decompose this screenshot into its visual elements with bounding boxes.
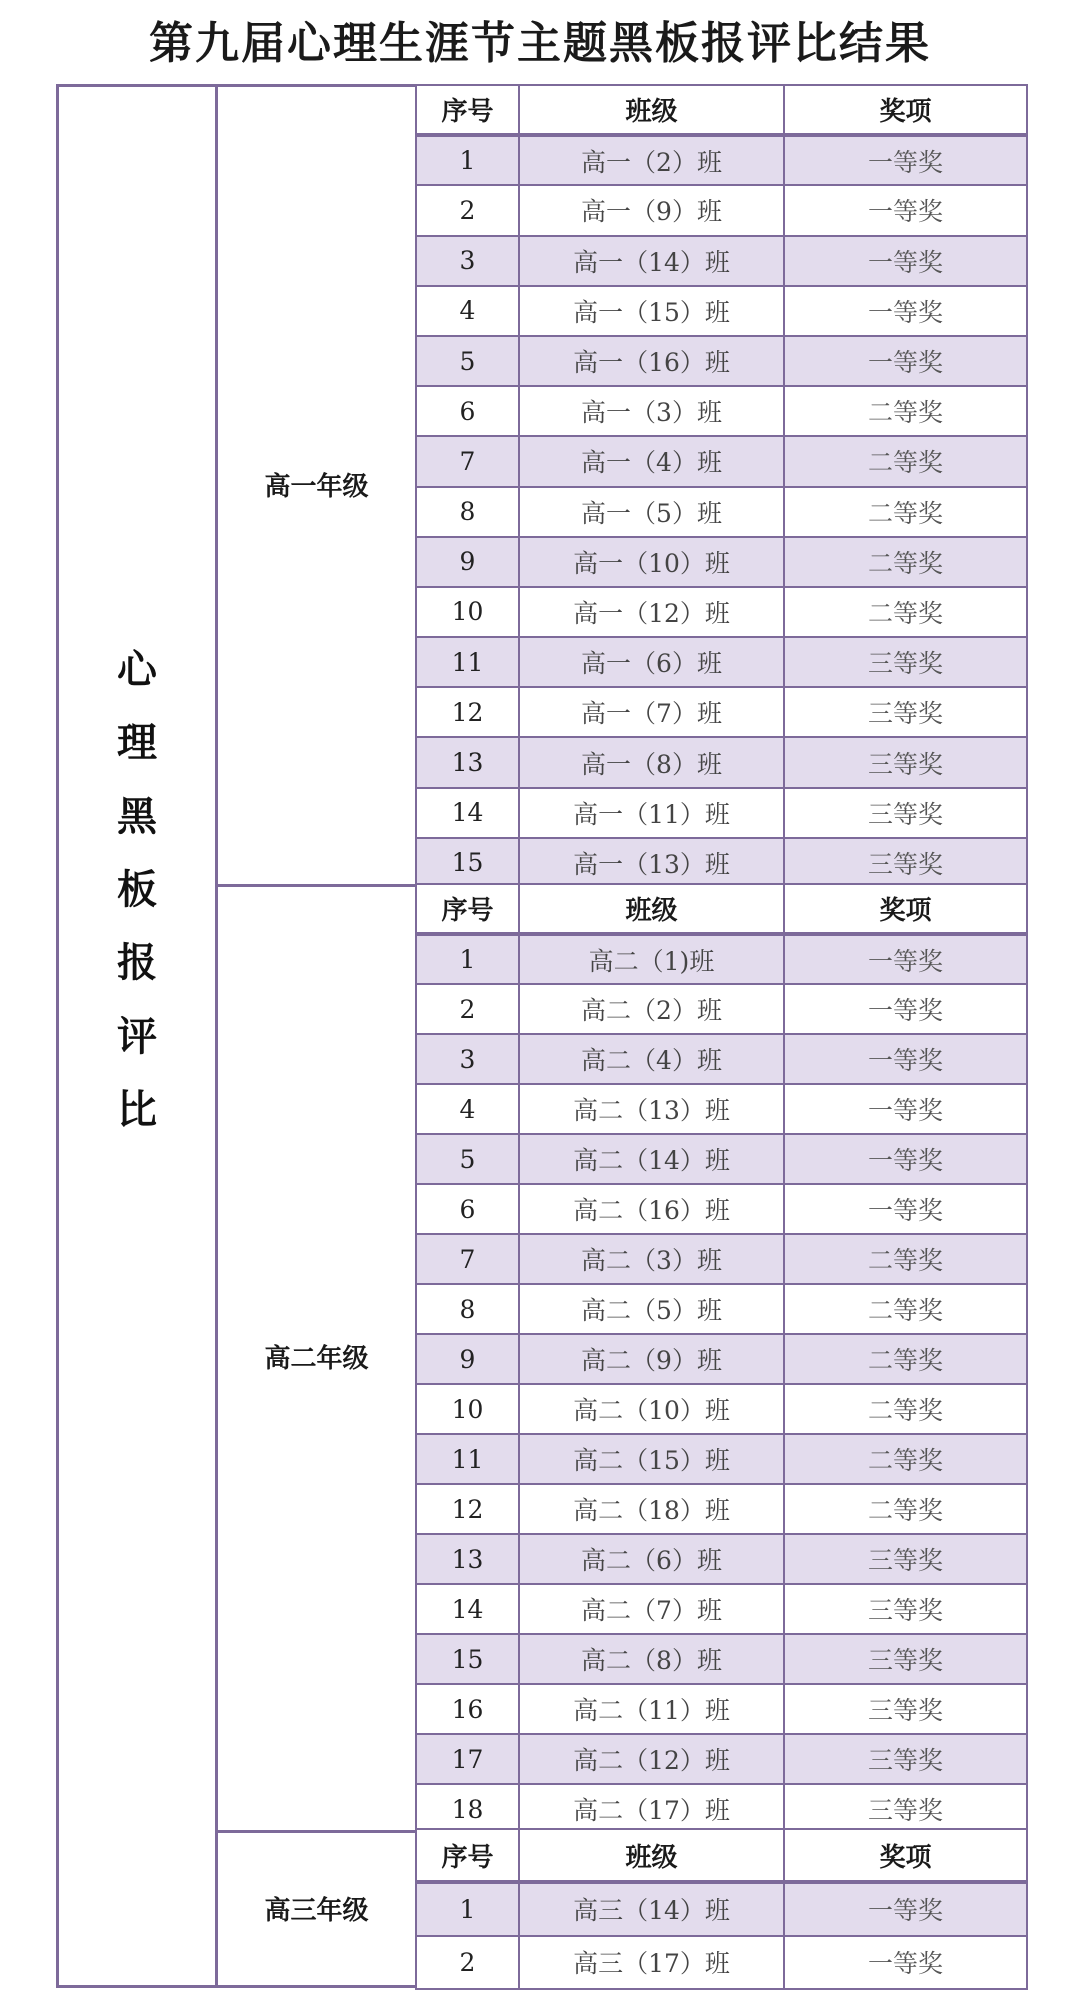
row-number: 6 (416, 1184, 519, 1234)
table-row (416, 587, 1027, 637)
row-number: 1 (416, 934, 519, 984)
row-class: 高二（4）班 (519, 1034, 784, 1084)
table-row (416, 1684, 1027, 1734)
grade-results-table (415, 84, 1028, 889)
row-class: 高二（5）班 (519, 1284, 784, 1334)
row-class: 高一（16）班 (519, 336, 784, 386)
row-class: 高二（11）班 (519, 1684, 784, 1734)
row-class: 高二（3）班 (519, 1234, 784, 1284)
row-award: 一等奖 (784, 336, 1027, 386)
row-award: 一等奖 (784, 984, 1027, 1034)
table-row (416, 135, 1027, 185)
row-number: 3 (416, 236, 519, 286)
table-header-row (416, 85, 1027, 135)
row-class: 高一（10）班 (519, 537, 784, 587)
header-no: 序号 (416, 85, 519, 135)
row-award: 一等奖 (784, 1084, 1027, 1134)
page-title: 第九届心理生涯节主题黑板报评比结果 (149, 18, 931, 69)
row-number: 9 (416, 1334, 519, 1384)
row-number: 3 (416, 1034, 519, 1084)
row-class: 高二（10）班 (519, 1384, 784, 1434)
row-award: 三等奖 (784, 637, 1027, 687)
table-row (416, 1084, 1027, 1134)
table-row (416, 185, 1027, 235)
table-row (416, 1384, 1027, 1434)
grade-label: 高三年级 (264, 1895, 369, 1926)
table-row (416, 1134, 1027, 1184)
row-class: 高二（1)班 (519, 934, 784, 984)
table-row (416, 236, 1027, 286)
table-row (416, 1284, 1027, 1334)
table-row (416, 386, 1027, 436)
row-class: 高二（14）班 (519, 1134, 784, 1184)
row-award: 二等奖 (784, 1384, 1027, 1434)
row-award: 二等奖 (784, 436, 1027, 486)
row-award: 一等奖 (784, 934, 1027, 984)
table-row (416, 286, 1027, 336)
row-number: 14 (416, 1584, 519, 1634)
row-class: 高二（8）班 (519, 1634, 784, 1684)
row-number: 10 (416, 1384, 519, 1434)
row-number: 6 (416, 386, 519, 436)
row-award: 二等奖 (784, 487, 1027, 537)
table-row (416, 788, 1027, 838)
row-award: 一等奖 (784, 236, 1027, 286)
row-class: 高一（3）班 (519, 386, 784, 436)
header-award: 奖项 (784, 884, 1027, 934)
side-title-char: 评 (117, 1012, 157, 1060)
row-award: 一等奖 (784, 1184, 1027, 1234)
row-class: 高一（6）班 (519, 637, 784, 687)
row-number: 5 (416, 336, 519, 386)
table-header-row (416, 884, 1027, 934)
row-award: 三等奖 (784, 1684, 1027, 1734)
row-number: 13 (416, 1534, 519, 1584)
row-award: 一等奖 (784, 1936, 1027, 1989)
row-number: 4 (416, 286, 519, 336)
row-award: 三等奖 (784, 687, 1027, 737)
table-row (416, 1434, 1027, 1484)
side-title-char: 比 (117, 1085, 157, 1133)
row-number: 12 (416, 687, 519, 737)
row-number: 1 (416, 135, 519, 185)
row-award: 二等奖 (784, 1334, 1027, 1384)
row-number: 2 (416, 984, 519, 1034)
row-award: 一等奖 (784, 286, 1027, 336)
row-award: 一等奖 (784, 185, 1027, 235)
row-number: 16 (416, 1684, 519, 1734)
row-class: 高二（13）班 (519, 1084, 784, 1134)
row-award: 三等奖 (784, 838, 1027, 888)
row-award: 一等奖 (784, 1034, 1027, 1084)
row-number: 4 (416, 1084, 519, 1134)
row-award: 一等奖 (784, 1134, 1027, 1184)
row-number: 9 (416, 537, 519, 587)
row-class: 高一（11）班 (519, 788, 784, 838)
row-award: 二等奖 (784, 587, 1027, 637)
row-award: 二等奖 (784, 386, 1027, 436)
table-row (416, 934, 1027, 984)
row-number: 14 (416, 788, 519, 838)
row-class: 高二（6）班 (519, 1534, 784, 1584)
table-row (416, 637, 1027, 687)
row-number: 15 (416, 1634, 519, 1684)
row-award: 二等奖 (784, 1234, 1027, 1284)
grade-label: 高一年级 (218, 84, 415, 887)
row-class: 高二（18）班 (519, 1484, 784, 1534)
row-award: 二等奖 (784, 1284, 1027, 1334)
row-award: 二等奖 (784, 1484, 1027, 1534)
row-class: 高一（2）班 (519, 135, 784, 185)
row-number: 15 (416, 838, 519, 888)
table-row (416, 1882, 1027, 1935)
header-class: 班级 (519, 884, 784, 934)
row-class: 高二（17）班 (519, 1784, 784, 1834)
row-number: 8 (416, 487, 519, 537)
row-class: 高一（15）班 (519, 286, 784, 336)
row-number: 17 (416, 1734, 519, 1784)
table-row (416, 1484, 1027, 1534)
side-title-char: 报 (117, 939, 157, 987)
row-number: 7 (416, 436, 519, 486)
row-class: 高一（4）班 (519, 436, 784, 486)
table-row (416, 436, 1027, 486)
side-title-char: 理 (117, 719, 157, 767)
table-header-row (416, 1829, 1027, 1882)
table-row (416, 687, 1027, 737)
table-row (416, 1784, 1027, 1834)
table-row (416, 838, 1027, 888)
row-award: 三等奖 (784, 1534, 1027, 1584)
table-row (416, 336, 1027, 386)
row-class: 高二（9）班 (519, 1334, 784, 1384)
row-award: 二等奖 (784, 1434, 1027, 1484)
row-award: 三等奖 (784, 1734, 1027, 1784)
row-award: 一等奖 (784, 135, 1027, 185)
row-class: 高一（7）班 (519, 687, 784, 737)
row-award: 三等奖 (784, 788, 1027, 838)
row-class: 高一（8）班 (519, 737, 784, 787)
grade-results-table (415, 883, 1028, 1835)
row-number: 18 (416, 1784, 519, 1834)
row-class: 高一（5）班 (519, 487, 784, 537)
table-row (416, 1184, 1027, 1234)
header-no: 序号 (416, 884, 519, 934)
table-row (416, 1634, 1027, 1684)
row-number: 5 (416, 1134, 519, 1184)
row-number: 13 (416, 737, 519, 787)
row-award: 二等奖 (784, 537, 1027, 587)
table-row (416, 1334, 1027, 1384)
table-row (416, 984, 1027, 1034)
row-number: 2 (416, 185, 519, 235)
row-number: 11 (416, 637, 519, 687)
table-row (416, 1734, 1027, 1784)
side-title-char: 板 (117, 865, 157, 913)
row-award: 三等奖 (784, 1784, 1027, 1834)
row-award: 三等奖 (784, 1634, 1027, 1684)
row-number: 8 (416, 1284, 519, 1334)
header-no: 序号 (416, 1829, 519, 1882)
table-row (416, 1034, 1027, 1084)
row-number: 2 (416, 1936, 519, 1989)
row-class: 高二（16）班 (519, 1184, 784, 1234)
header-class: 班级 (519, 85, 784, 135)
row-award: 三等奖 (784, 1584, 1027, 1634)
row-class: 高一（9）班 (519, 185, 784, 235)
row-class: 高二（12）班 (519, 1734, 784, 1784)
table-row (416, 1936, 1027, 1989)
row-class: 高一（14）班 (519, 236, 784, 286)
row-class: 高二（7）班 (519, 1584, 784, 1634)
side-title-char: 黑 (117, 792, 157, 840)
row-number: 1 (416, 1882, 519, 1935)
header-award: 奖项 (784, 85, 1027, 135)
table-row (416, 487, 1027, 537)
row-number: 11 (416, 1434, 519, 1484)
row-award: 三等奖 (784, 737, 1027, 787)
row-number: 10 (416, 587, 519, 637)
table-row (416, 737, 1027, 787)
row-class: 高三（17）班 (519, 1936, 784, 1989)
table-row (416, 1534, 1027, 1584)
row-class: 高一（13）班 (519, 838, 784, 888)
row-class: 高三（14）班 (519, 1882, 784, 1935)
row-number: 7 (416, 1234, 519, 1284)
row-number: 12 (416, 1484, 519, 1534)
table-row (416, 1234, 1027, 1284)
table-row (416, 1584, 1027, 1634)
side-title (56, 646, 218, 1133)
table-row (416, 537, 1027, 587)
row-class: 高二（15）班 (519, 1434, 784, 1484)
row-award: 一等奖 (784, 1882, 1027, 1935)
header-class: 班级 (519, 1829, 784, 1882)
header-award: 奖项 (784, 1829, 1027, 1882)
grade-results-table (415, 1828, 1028, 1990)
grade-label: 高二年级 (218, 883, 415, 1833)
row-class: 高一（12）班 (519, 587, 784, 637)
row-class: 高二（2）班 (519, 984, 784, 1034)
side-title-char: 心 (117, 646, 157, 693)
